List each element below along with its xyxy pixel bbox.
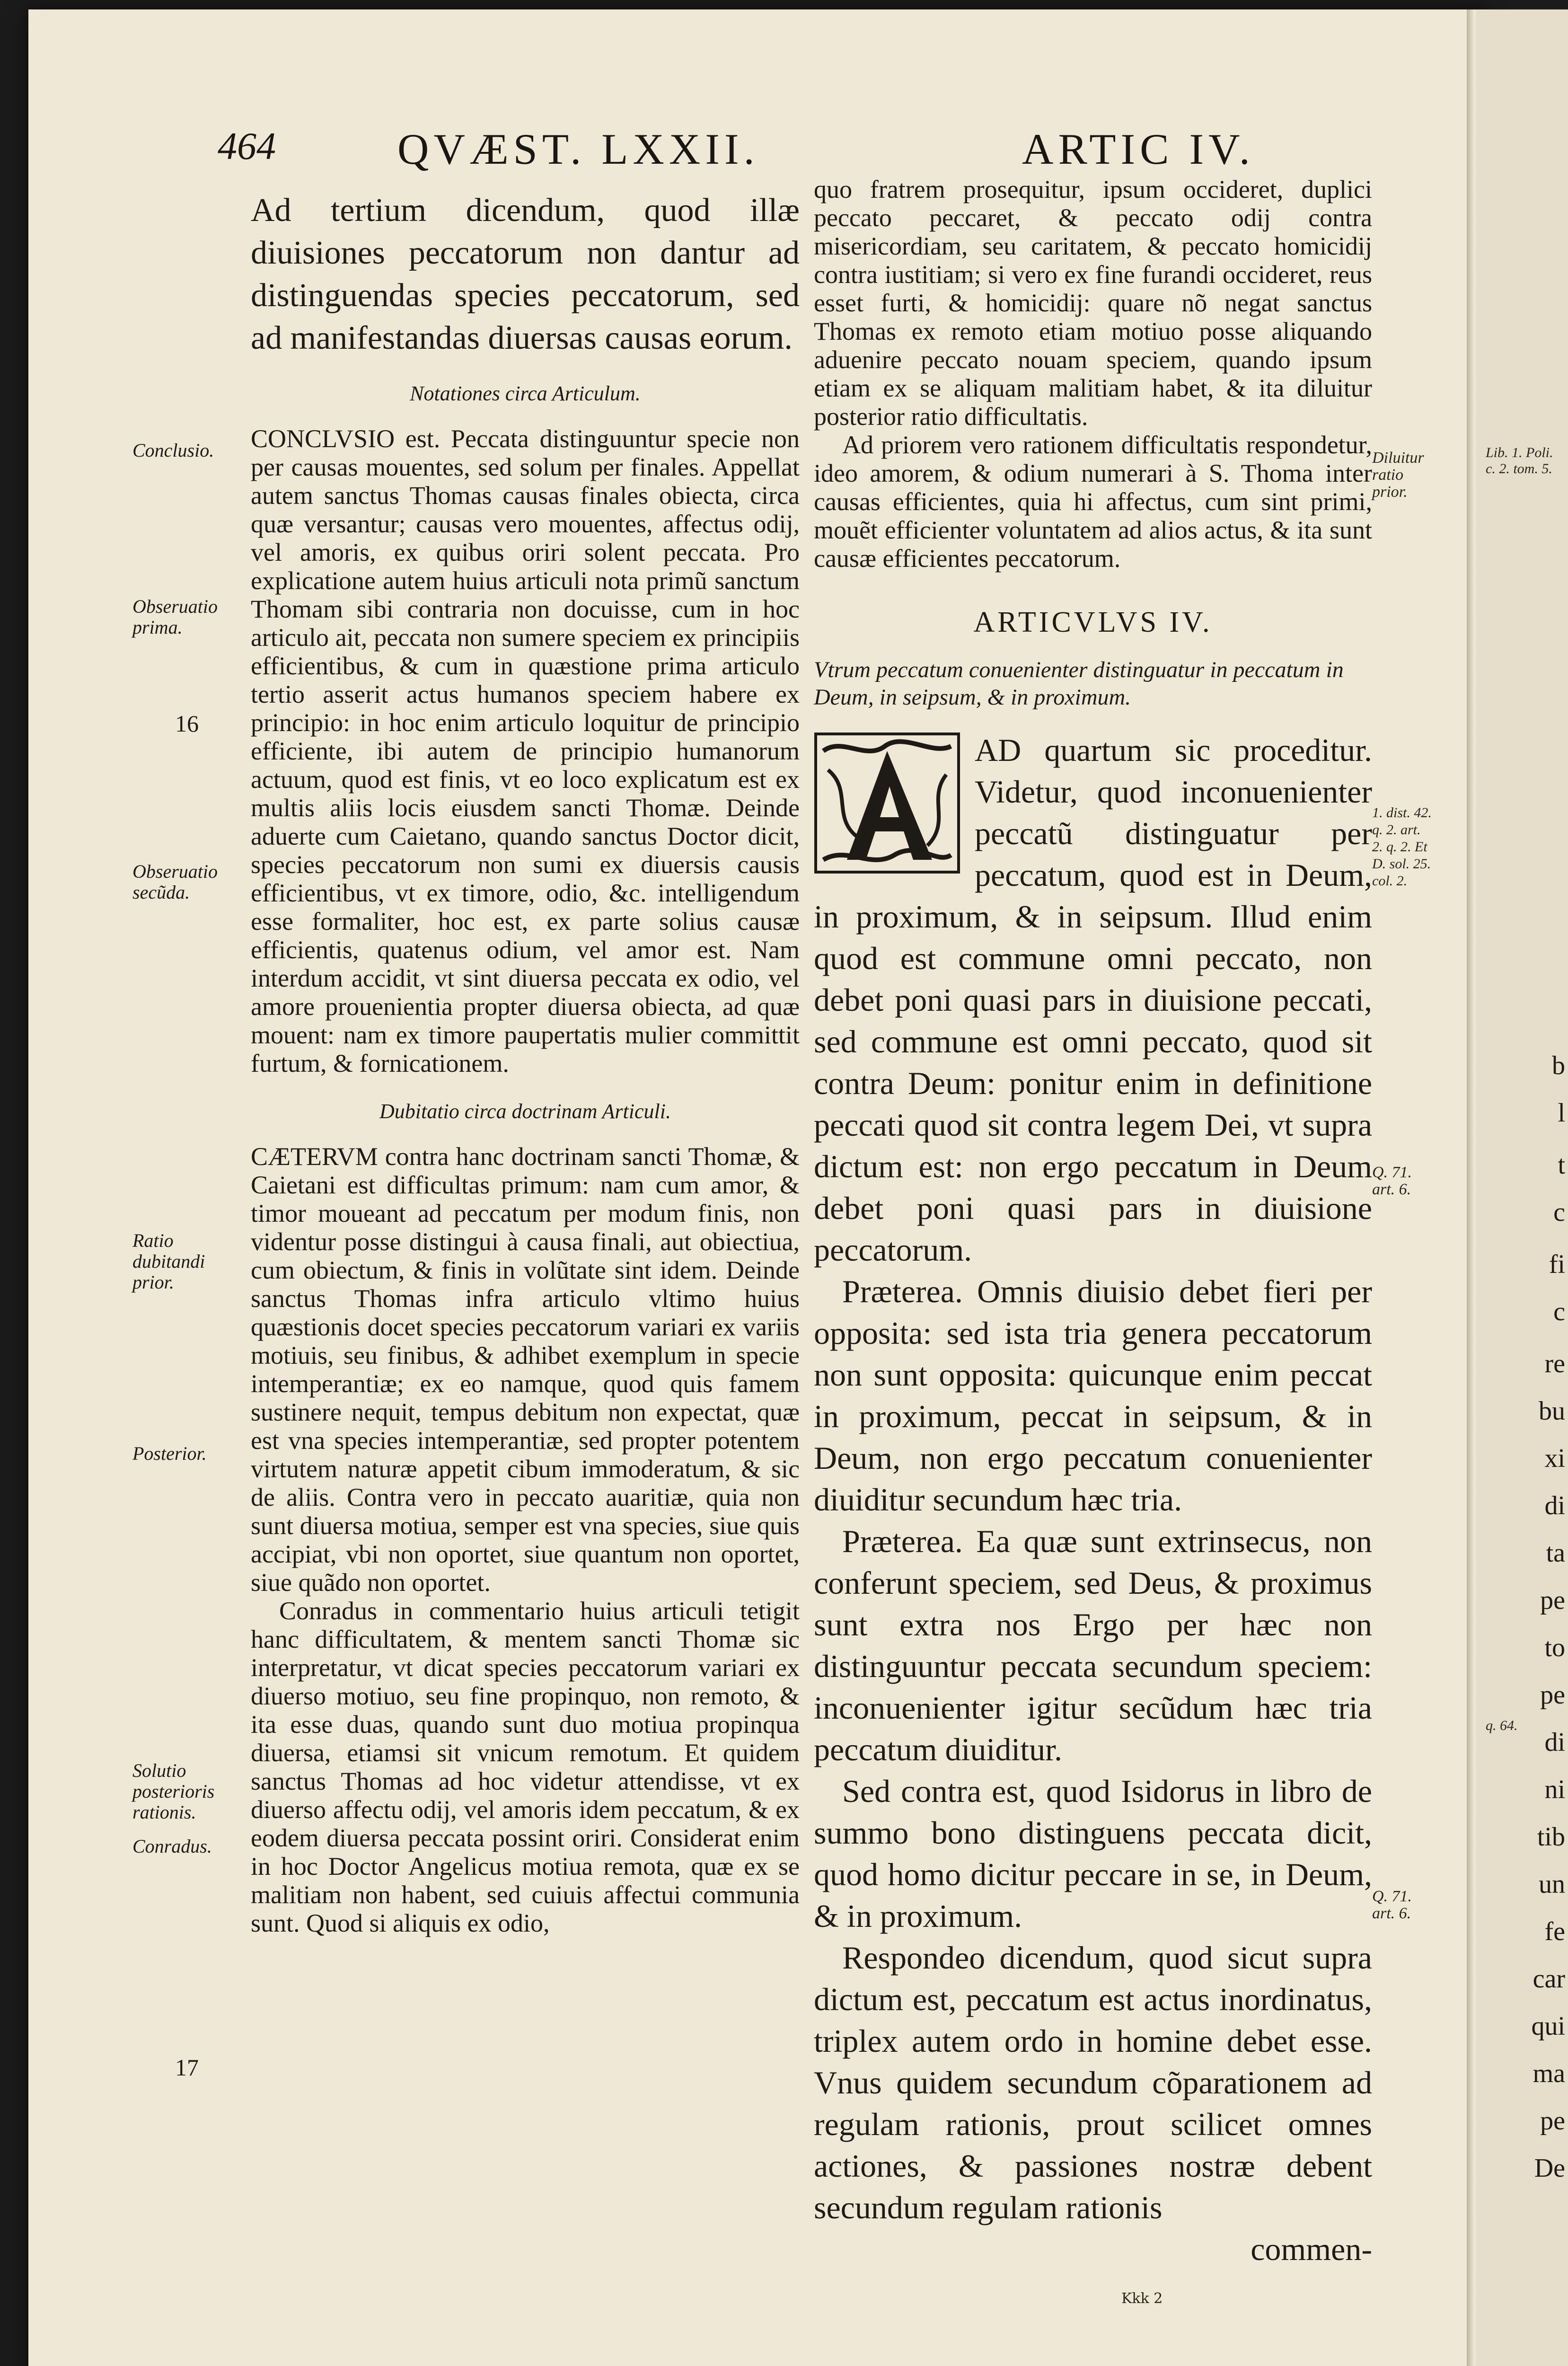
left-column [251, 189, 800, 1937]
edge-fragment: ni [1544, 1775, 1565, 1804]
edge-fragment: di [1544, 1728, 1565, 1757]
margin-number-17: 17 [175, 2054, 199, 2081]
respondeo-paragraph: Respondeo dicendum, quod sicut supra dictum est, peccatum est actus inordinatus, triplex autem ordo in homine debet esse. Vnus quidem secundum cõparationem ad regulam rationis, prout scilicet omnes actiones, & passiones nostræ debent secundum regulam rationis [814, 1940, 1372, 2225]
conclusio-paragraph: CONCLVSIO est. Peccata distinguuntur specie non per causas mouentes, sed solum per finales. Appellat autem sanctus Thomas causas finales obiecta, circa quæ versantur; causas vero mouentes, affectus odij, vel amoris, ex quibus oriri solent peccata. Pro explicatione autem huius articuli nota primũ sanctum Thomam sibi contraria non docuisse, cum in hoc articulo ait, peccata non sumere speciem ex principiis efficientibus, & cum in quæstione prima articulo tertio asserit actus humanos speciem habere ex principio: in hoc enim articulo loquitur de principio efficiente, ibi autem de principio humanorum actuum, quod est finis, vt eo loco explicatum est ex multis aliis locis eiusdem sancti Thomæ. Deinde aduerte cum Caietano, quando sanctus Doctor dicit, species peccatorum non sumi ex diuersis causis efficientibus, vt ex timore, odio, &c. intelligendum esse formaliter, hoc est, ex parte solius causæ efficientis, quatenus odium, vel amor est. Nam interdum accidit, vt sint diuersa peccata ex odio, vel amore prouenientia propter diuersa obiecta, ad quæ mouent: nam ex timore paupertatis mulier committit furtum, & fornicationem. [251, 424, 800, 1077]
edge-fragment: bu [1539, 1396, 1565, 1426]
ad-priorem-paragraph: Ad priorem vero rationem difficultatis respondetur, ideo amorem, & odium numerari à S. Thoma inter causas efficientes, quia hi affectus, cum sint primi, mouẽt efficienter voluntatem ad alios actus, & ita sunt causæ efficientes peccatorum. [814, 431, 1372, 573]
edge-fragment: di [1544, 1491, 1565, 1520]
margin-ratio-dubitandi: Ratio dubitandi prior. [132, 1230, 205, 1293]
edge-fragment: t [1558, 1150, 1565, 1180]
sed-contra-paragraph: Sed contra est, quod Isidorus in libro de summo bono distinguens peccata dicit, quod homo dicitur peccare in se, in Deum, & in proximum. [814, 1773, 1372, 1934]
edge-fragment: De [1534, 2154, 1565, 2183]
next-page-margin-ref: q. 64. [1486, 1718, 1518, 1733]
edge-fragment: xi [1544, 1444, 1565, 1473]
praeterea-1-paragraph: Præterea. Omnis diuisio debet fieri per opposita: sed ista tria genera peccatorum non sunt opposita: quicunque enim peccat in proximum, peccat in seipsum, & in Deum, non ergo peccatum conuenienter diuiditur secundum hæc tria. [814, 1273, 1372, 1518]
caeterum-paragraph: CÆTERVM contra hanc doctrinam sancti Thomæ, & Caietani est difficultas primum: nam cum amor, & timor moueant ad peccatum per modum finis, non videntur posse distingui à causa finali, aut obiectiua, cum obiectum, & finis in volũtate sint idem. Deinde sanctus Thomas infra articulo vltimo huius quæstionis docet species peccatorum variari ex variis motiuis, seu finibus, & adhibet exemplum in specie intemperantiæ; ex eo namque, quod quis famem sustinere nequit, tempus debitum non expectat, quæ est vna species intemperantiæ, sed propter potentem virtutem naturæ appetit cibum immoderatum, & sic de aliis. Contra vero in peccato auaritiæ, quia non sunt diuersa motiua, semper est vna species, siue quis accipiat, vbi non oportet, siue quantum non oportet, siue quãdo non oportet. [251, 1142, 800, 1597]
edge-fragment: fi [1549, 1250, 1565, 1279]
margin-conradus: Conradus. [132, 1836, 212, 1857]
signature-mark: Kkk 2 [1121, 2290, 1163, 2307]
margin-conclusio: Conclusio. [132, 440, 214, 461]
edge-fragment: tib [1537, 1822, 1565, 1852]
edge-fragment: ta [1546, 1538, 1565, 1568]
edge-fragment: fe [1544, 1917, 1565, 1946]
notationes-heading: Notationes circa Articulum. [410, 382, 641, 405]
praeterea-2-paragraph: Præterea. Ea quæ sunt extrinsecus, non conferunt speciem, sed Deus, & proximus sunt extra nos Ergo per hæc non distinguuntur peccata secundum speciem: inconuenienter igitur secũdum hæc tria peccatum diuiditur. [814, 1523, 1372, 1767]
edge-fragment: pe [1540, 1680, 1565, 1710]
edge-fragment: car [1533, 1964, 1565, 1994]
margin-obseruatio-secunda: Obseruatio secũda. [132, 861, 218, 903]
margin-ref-3: Q. 71. art. 6. [1372, 1888, 1412, 1922]
next-page-margin-note: Lib. 1. Poli. c. 2. tom. 5. [1486, 445, 1553, 477]
edge-fragment: un [1539, 1870, 1565, 1899]
margin-solutio: Solutio posterioris rationis. [132, 1760, 215, 1823]
conradus-paragraph: Conradus in commentario huius articuli tetigit hanc difficultatem, & mentem sancti Thomæ sic interpretatur, vt dicat species peccatorum variari ex diuerso motiuo, seu fine propinquo, non remoto, & ita esse duas, quando sunt duo motiua propinqua diuersa, etiamsi sit vnicum remotum. Et quidem sanctus Thomas ad hoc videtur attendisse, vt ex diuerso affectu odij, vel amoris idem peccatum, & ex eodem diuersa peccata possint oriri. Considerat enim in hoc Doctor Angelicus motiua remota, quæ ex se malitiam non habent, sed cuiuis affectui communia sunt. Quod si aliquis ex odio, [251, 1597, 800, 1937]
running-head-articulus: ARTIC IV. [1022, 125, 1255, 173]
margin-obseruatio-prima: Obseruatio prima. [132, 596, 218, 638]
running-head-quaestio: QVÆST. LXXII. [397, 125, 759, 173]
edge-fragment: c [1553, 1198, 1565, 1227]
edge-fragment: re [1544, 1349, 1565, 1378]
right-column [814, 175, 1372, 2270]
edge-fragment: pe [1540, 1586, 1565, 1615]
edge-fragment: l [1558, 1098, 1565, 1128]
page-number: 464 [218, 124, 276, 168]
margin-posterior: Posterior. [132, 1443, 207, 1464]
margin-number-16: 16 [175, 710, 199, 737]
ad-quartum-paragraph: AD quartum sic proceditur. Videtur, quod inconuenienter peccatũ distinguatur per peccatum, quod est in Deum, in proximum, & in seipsum. Illud enim quod est commune omni peccato, non debet poni quasi pars in diuisione peccati, sed commune est omni peccato, quod sit contra Deum: ponitur enim in definitione peccati quod sit contra legem Dei, vt supra dictum est: non ergo peccatum in Deum debet poni quasi pars in diuisione peccatorum. [814, 732, 1372, 1268]
dubitatio-heading: Dubitatio circa doctrinam Articuli. [379, 1100, 671, 1123]
margin-ref-2: Q. 71. art. 6. [1372, 1164, 1412, 1198]
edge-fragment: ma [1533, 2059, 1565, 2088]
article-question: Vtrum peccatum conuenienter distinguatur in peccatum in Deum, in seipsum, & in proximum. [814, 657, 1344, 710]
decorated-initial-a-icon [814, 732, 960, 874]
edge-fragment: b [1552, 1051, 1565, 1080]
edge-fragment: qui [1531, 2012, 1565, 2041]
articulus-heading: ARTICVLVS IV. [973, 606, 1213, 638]
next-page-edge [1476, 9, 1568, 2366]
edge-fragment: c [1553, 1297, 1565, 1326]
margin-diluitur: Diluitur ratio prior. [1372, 449, 1424, 501]
edge-fragment: to [1544, 1633, 1565, 1662]
edge-fragment: pe [1540, 2106, 1565, 2136]
ad-tertium-paragraph: Ad tertium dicendum, quod illæ diuisiones peccatorum non dantur ad distinguendas species peccatorum, sed ad manifestandas diuersas causas eorum. [251, 192, 800, 356]
catchword: commen- [1251, 2231, 1372, 2267]
quo-fratrem-paragraph: quo fratrem prosequitur, ipsum occideret, duplici peccato peccaret, & peccato odij contra misericordiam, seu caritatem, & peccato homicidij contra iustitiam; si vero ex fine furandi occideret, reus esset furti, & homicidij: quare nõ negat sanctus Thomas ex remoto etiam motiuo posse aliquando aduenire peccato nouam speciem, quando ipsum etiam ex se aliquam malitiam habet, & ita diluitur posterior ratio difficultatis. [814, 175, 1372, 431]
margin-ref-1: 1. dist. 42. q. 2. art. 2. q. 2. Et D. sol. 25. col. 2. [1372, 805, 1432, 889]
